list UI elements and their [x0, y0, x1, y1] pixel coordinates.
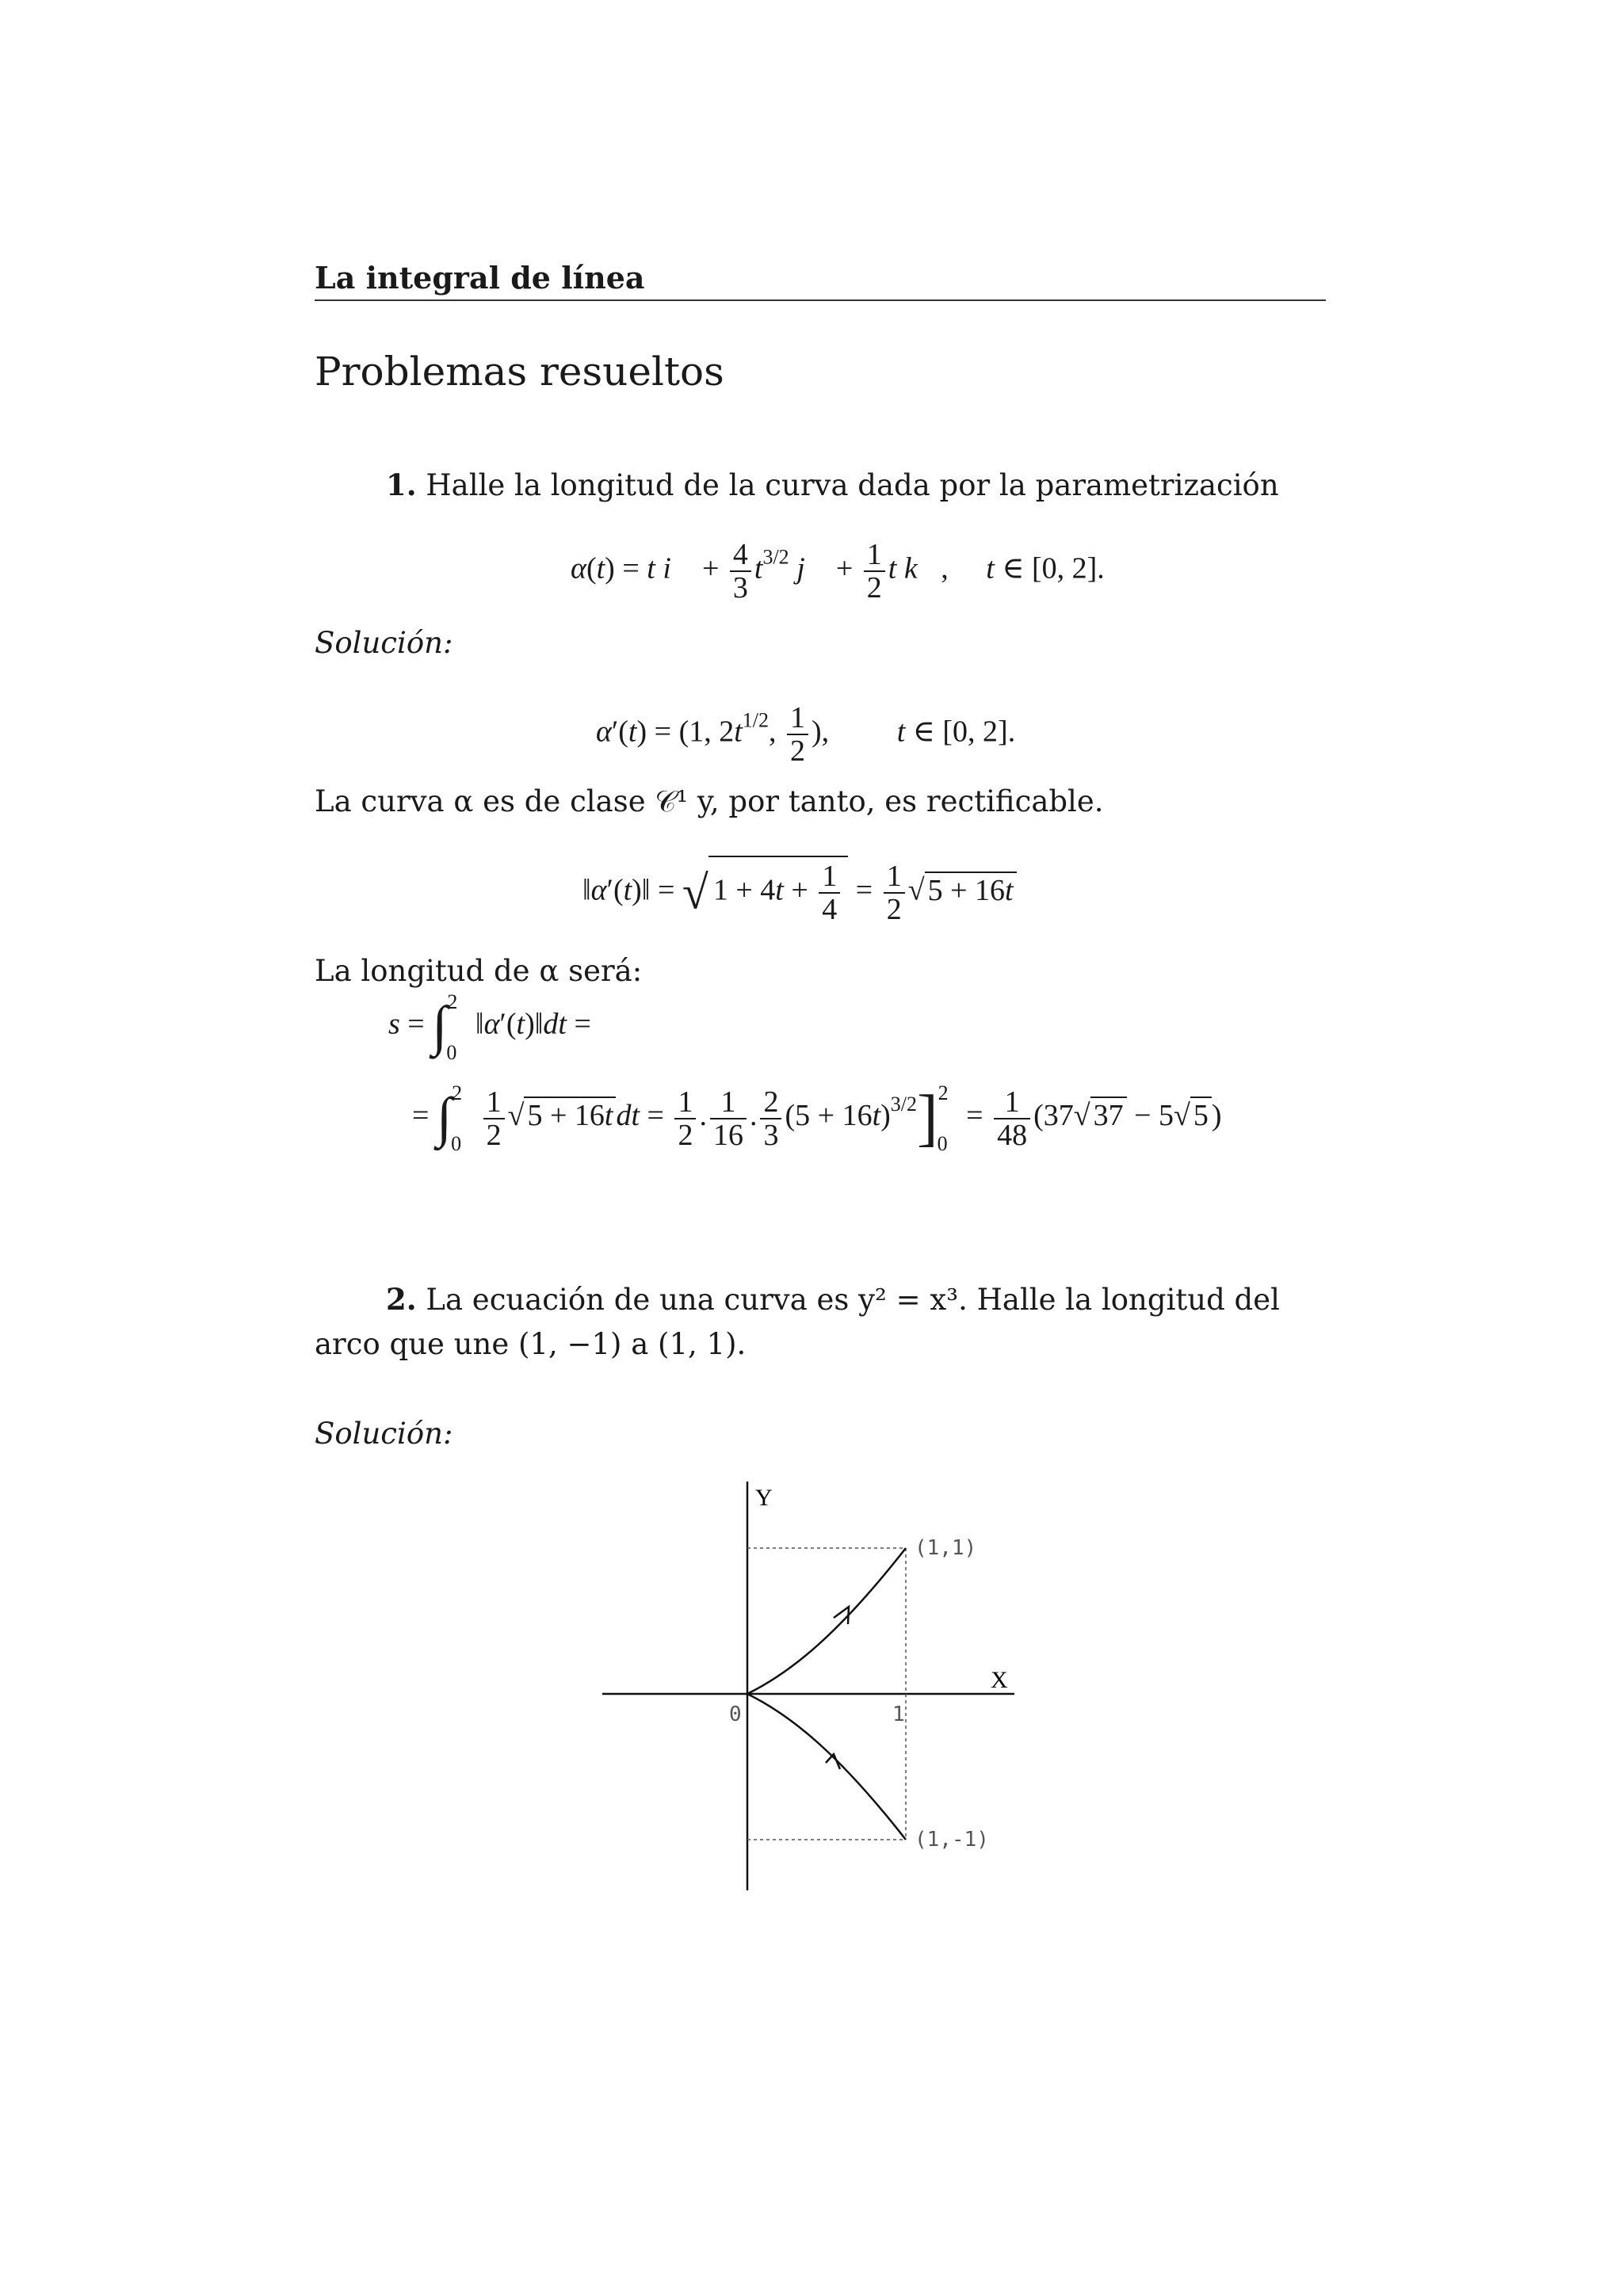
problem-1-number: 1.: [386, 467, 417, 502]
equation-s-line2: = ∫$^2_0$ $\frac{1}{2}$ √ 5 + 16t dt = $\frac{1}{2}$ . $\frac{1}{16}$ . $\frac{2}{3}$ $(5 + 16t)^{3/2}]^2_0$ = $\frac{1}{48}$ (37√ 37 − 5√ 5 ): [412, 1081, 1222, 1156]
lower-branch: [747, 1694, 906, 1840]
solution-label-2: Solución:: [315, 1417, 453, 1451]
problem-1-statement: [315, 463, 1326, 508]
class-c1-text: La curva α es de clase 𝒞¹ y, por tanto, es rectificable.: [315, 784, 1104, 818]
point-bottom-label: (1,-1): [915, 1828, 989, 1852]
header-rule: [315, 299, 1326, 301]
equation-alpha: α(t) = t i⃗ + $\frac{4}{3}$ $t^{3/2}$ j⃗ + $\frac{1}{2}$ t k⃗, t ∈ [0, 2].: [571, 538, 1105, 605]
tick-one-label: 1: [892, 1703, 905, 1726]
section-title: Problemas resueltos: [315, 349, 724, 395]
point-top-label: (1,1): [915, 1536, 977, 1560]
x-axis-label: X: [991, 1667, 1008, 1693]
equation-norm: ‖α′(t)‖ = √ 1 + 4t + $\frac{1}{4}$ = $\frac{1}{2}$ √ 5 + 16t: [582, 856, 1017, 925]
problem-1-text: Halle la longitud de la curva dada por la parametrización: [426, 468, 1279, 502]
curve-diagram: [602, 1474, 1046, 1901]
problem-2-number: 2.: [386, 1282, 417, 1317]
equation-alpha-prime: α′(t) = (1, $2t^{1/2}$, $\frac{1}{2}$ ), t ∈ [0, 2].: [596, 701, 1016, 768]
curve-diagram-svg: [602, 1474, 1046, 1901]
y-axis-label: Y: [755, 1485, 773, 1511]
origin-label: 0: [729, 1703, 742, 1726]
equation-s-line1: s = ∫$^2_0$ ‖α′(t)‖dt =: [388, 990, 591, 1064]
upper-branch: [747, 1548, 906, 1694]
length-text: La longitud de α será:: [315, 954, 643, 988]
running-header: La integral de línea: [315, 260, 645, 296]
problem-2-text: La ecuación de una curva es y² = x³. Halle la longitud del arco que une (1, −1) a (1, 1).: [315, 1283, 1280, 1361]
problem-2-statement: [315, 1277, 1326, 1367]
lower-arrow-icon: [826, 1754, 840, 1769]
solution-label-1: Solución:: [315, 626, 453, 660]
